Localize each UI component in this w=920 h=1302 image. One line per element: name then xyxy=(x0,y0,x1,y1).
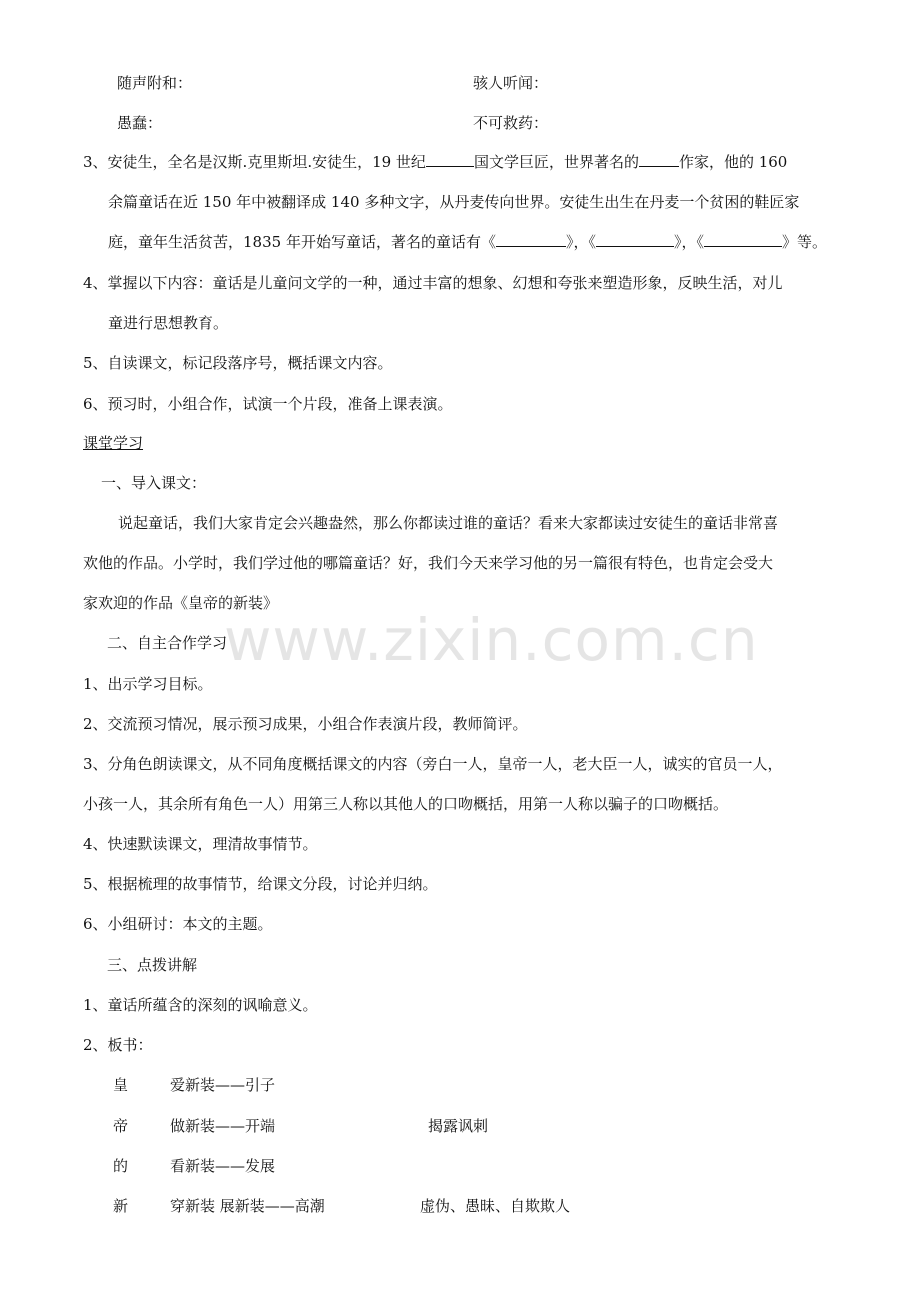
prep-item-5: 5、自读课文，标记段落序号，概括课文内容。 xyxy=(83,354,393,372)
vocab-word-1: 随声附和： xyxy=(117,74,193,92)
watermark: www.zixin.com.cn xyxy=(224,606,759,674)
fill-blank xyxy=(639,152,679,167)
board-theme: 揭露讽刺 xyxy=(428,1117,489,1135)
vocab-word-3: 愚蠢： xyxy=(117,114,163,132)
board-char: 的 xyxy=(113,1157,129,1175)
section-1-paragraph-line-3: 家欢迎的作品《皇帝的新装》 xyxy=(83,594,279,612)
board-row: 看新装——发展 xyxy=(170,1157,276,1175)
fill-blank xyxy=(496,232,566,247)
section-2-item: 4、快速默读课文，理清故事情节。 xyxy=(83,835,318,853)
section-heading: 课堂学习 xyxy=(83,434,144,452)
prep-item-3-end: 》等。 xyxy=(781,233,827,251)
section-2-item: 6、小组研讨：本文的主题。 xyxy=(83,915,273,933)
prep-item-3-line-1 xyxy=(83,152,787,172)
fill-blank xyxy=(596,232,674,247)
section-3-item: 1、童话所蕴含的深刻的讽喻意义。 xyxy=(83,996,318,1014)
prep-item-3-line-2: 余篇童话在近 150 年中被翻译成 140 多种文字，从丹麦传向世界。安徒生出生在丹麦一个贫困的鞋匠家 xyxy=(108,193,800,211)
section-2-item-continued: 小孩一人，其余所有角色一人）用第三人称以其他人的口吻概括，用第一人称以骗子的口吻概括。 xyxy=(83,795,729,813)
prep-item-4-line-2: 童进行思想教育。 xyxy=(108,314,229,332)
section-1-paragraph-line-1: 说起童话，我们大家肯定会兴趣盎然，那么你都读过谁的童话？看来大家都读过安徒生的童话非常喜 xyxy=(118,514,779,532)
fill-blank xyxy=(704,232,782,247)
board-row: 做新装——开端 xyxy=(170,1117,276,1135)
board-char: 新 xyxy=(113,1197,129,1215)
board-row: 爱新装——引子 xyxy=(170,1076,276,1094)
board-char: 帝 xyxy=(113,1117,129,1135)
prep-item-4-line-1: 4、掌握以下内容：童话是儿童问文学的一种，通过丰富的想象、幻想和夸张来塑造形象，反映生活，对儿 xyxy=(83,274,783,292)
prep-item-3-text-c: 作家，他的 160 xyxy=(678,153,788,171)
section-1-title: 一、导入课文： xyxy=(101,474,207,492)
prep-item-3-text-a: 3、安徒生，全名是汉斯.克里斯坦.安徒生，19 世纪 xyxy=(83,153,426,171)
prep-item-3-line-3 xyxy=(108,232,827,252)
fill-blank xyxy=(426,152,474,167)
prep-item-3-text-b: 国文学巨匠，世界著名的 xyxy=(473,153,639,171)
section-3-item: 2、板书： xyxy=(83,1036,153,1054)
vocab-word-2: 骇人听闻： xyxy=(473,74,549,92)
prep-item-3-sep-2: 》，《 xyxy=(673,233,704,251)
prep-item-3-sep-1: 》，《 xyxy=(565,233,596,251)
board-summary: 虚伪、愚昧、自欺欺人 xyxy=(420,1197,571,1215)
section-1-paragraph-line-2: 欢他的作品。小学时，我们学过他的哪篇童话？好，我们今天来学习他的另一篇很有特色，也肯定会受大 xyxy=(83,554,774,572)
section-2-item: 1、出示学习目标。 xyxy=(83,675,213,693)
prep-item-3-text-d: 庭，童年生活贫苦，1835 年开始写童话，著名的童话有《 xyxy=(108,233,496,251)
board-char: 皇 xyxy=(113,1076,129,1094)
section-2-item: 5、根据梳理的故事情节，给课文分段，讨论并归纳。 xyxy=(83,875,438,893)
board-row: 穿新装 展新装——高潮 xyxy=(170,1197,325,1215)
prep-item-6: 6、预习时，小组合作，试演一个片段，准备上课表演。 xyxy=(83,395,453,413)
vocab-word-4: 不可救药： xyxy=(473,114,549,132)
section-3-title: 三、点拨讲解 xyxy=(107,956,198,974)
section-2-item: 2、交流预习情况，展示预习成果，小组合作表演片段，教师简评。 xyxy=(83,715,528,733)
section-2-item: 3、分角色朗读课文，从不同角度概括课文的内容（旁白一人，皇帝一人，老大臣一人，诚实的官员一人， xyxy=(83,755,783,773)
section-2-title: 二、自主合作学习 xyxy=(107,634,228,652)
